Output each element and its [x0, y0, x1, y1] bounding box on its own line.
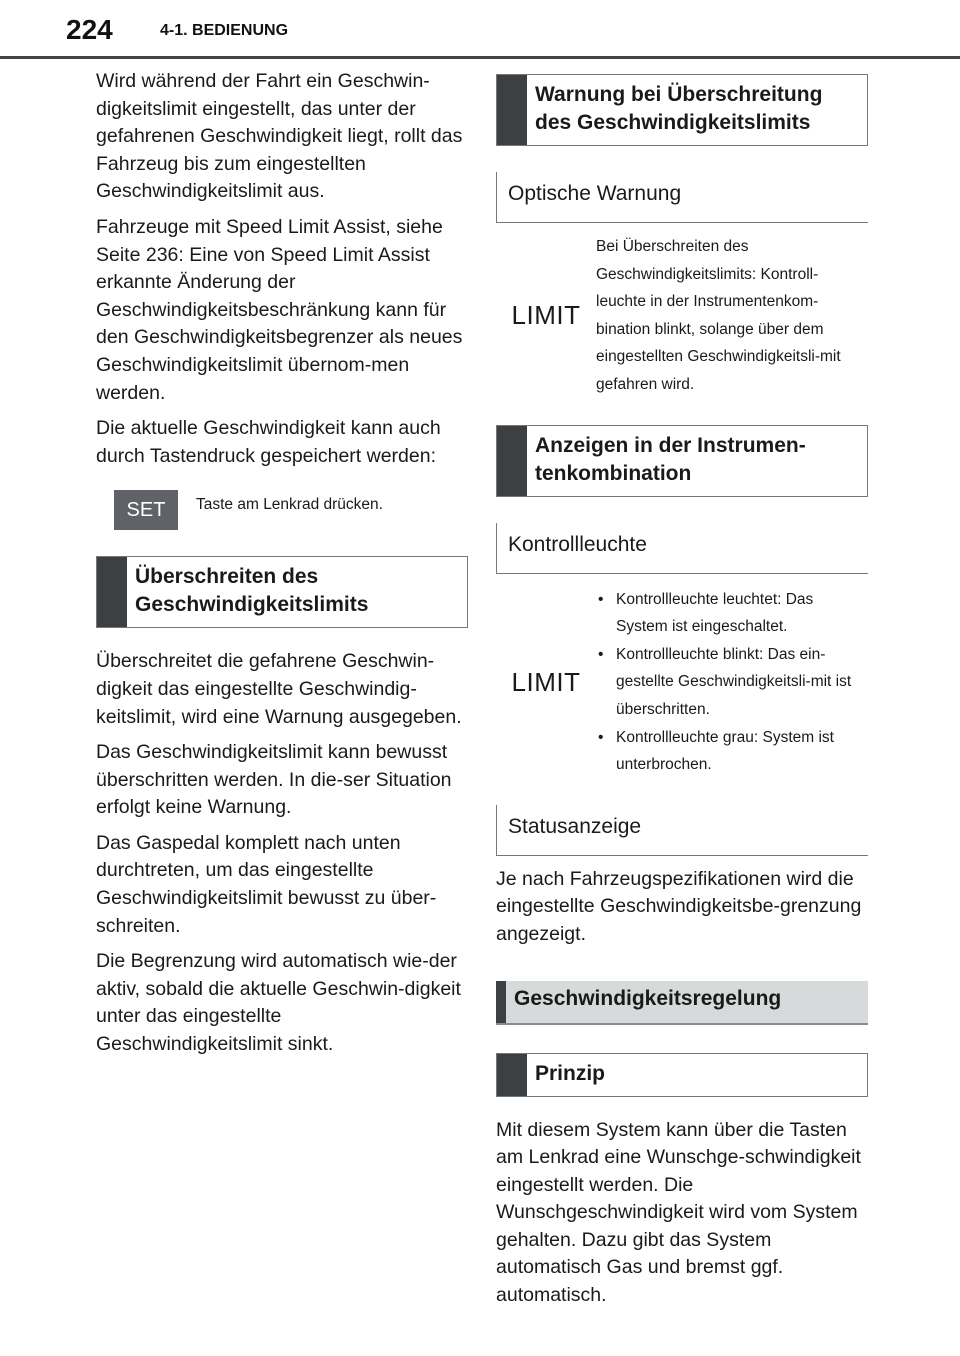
paragraph: Je nach Fahrzeugspezifikationen wird die eingestellte Geschwindigkeitsbe-grenzung angezeigt.	[496, 867, 862, 945]
header-divider	[0, 56, 960, 59]
paragraph: Überschreitet die gefahrene Geschwin-digkeit das eingestellte Geschwindig-keitslimit, wird eine Warnung ausgegeben.	[96, 650, 462, 728]
paragraph: Die Begrenzung wird automatisch wie-der aktiv, sobald die aktuelle Geschwin-digkeit unter das eingestellte Geschwindigkeitslimit sinkt.	[96, 950, 461, 1056]
heading-bar	[496, 981, 506, 1023]
paragraph: Wird während der Fahrt ein Geschwin-digkeitslimit eingestellt, das unter der gefahrenen Geschwindigkeit liegt, rollt das Fahrzeug bis zum eingestellten Geschwindigkeitslimit aus.	[96, 70, 463, 203]
section-heading-display	[496, 425, 868, 497]
paragraph: Fahrzeuge mit Speed Limit Assist, siehe Seite 236: Eine von Speed Limit Assist erkannte Änderung der Geschwindigkeitsbeschränkung kann für den Geschwindigkeitsbegrenzer als neues Geschwindigkeitslimit übernom-men werden.	[96, 215, 463, 404]
heading-bar	[497, 1054, 527, 1096]
limit-indicator-icon: LIMIT	[511, 300, 581, 331]
page-number: 224	[66, 14, 113, 45]
list-item: • Kontrollleuchte grau: System ist unterbrochen.	[596, 724, 868, 779]
optical-warning-text: Bei Überschreiten des Geschwindigkeitslimits: Kontroll-leuchte in der Instrumentenkom-bination blinkt, solange über dem eingestellten Geschwindigkeitsli-mit gefahren wird.	[596, 238, 841, 393]
heading-bar	[97, 557, 127, 627]
subheading-status: Statusanzeige	[496, 805, 868, 856]
set-key-text: Taste am Lenkrad drücken.	[196, 496, 383, 514]
paragraph: Die aktuelle Geschwindigkeit kann auch durch Tastendruck gespeichert werden:	[96, 417, 441, 467]
limit-indicator-icon: LIMIT	[511, 666, 581, 697]
list-item: • Kontrollleuchte blinkt: Das ein-gestellte Geschwindigkeitsli-mit ist überschritten.	[596, 641, 868, 724]
heading-text: Überschreiten des Geschwindigkeitslimits	[135, 565, 369, 617]
subheading-indicator: Kontrollleuchte	[496, 523, 868, 574]
indicator-bullet-list	[596, 586, 868, 779]
subheading-optical-warning: Optische Warnung	[496, 172, 868, 223]
paragraph: Das Gaspedal komplett nach unten durchtreten, um das eingestellte Geschwindigkeitslimit bewusst zu über-schreiten.	[96, 831, 437, 937]
paragraph: Das Geschwindigkeitslimit kann bewusst überschritten werden. In die-ser Situation erfolgt keine Warnung.	[96, 741, 452, 819]
section-heading-principle	[496, 1053, 868, 1097]
set-key-icon: SET	[114, 490, 178, 530]
heading-text: Geschwindigkeitsregelung	[514, 986, 782, 1010]
set-key-instruction	[96, 490, 468, 530]
section-heading-cruise-control	[496, 981, 868, 1025]
heading-bar	[497, 426, 527, 496]
indicator-row	[496, 586, 868, 779]
paragraph: Mit diesem System kann über die Tasten am Lenkrad eine Wunschge-schwindigkeit eingestellt werden. Die Wunschgeschwindigkeit wird vom System gehalten. Dazu gibt das System automatisch Gas und bremst ggf. automatisch.	[496, 1118, 861, 1307]
heading-text: Warnung bei Überschreitung des Geschwindigkeitslimits	[535, 83, 823, 134]
section-heading-exceed	[96, 556, 468, 628]
left-column	[96, 68, 468, 1067]
optical-warning-row	[496, 233, 868, 399]
list-item: • Kontrollleuchte leuchtet: Das System ist eingeschaltet.	[596, 586, 868, 641]
heading-text: Anzeigen in der Instrumen-tenkombination	[535, 433, 806, 485]
heading-bar	[497, 75, 527, 145]
heading-text: Prinzip	[535, 1061, 606, 1085]
chapter-title: 4-1. BEDIENUNG	[160, 22, 289, 39]
section-heading-warning	[496, 74, 868, 146]
right-column	[496, 74, 868, 1318]
